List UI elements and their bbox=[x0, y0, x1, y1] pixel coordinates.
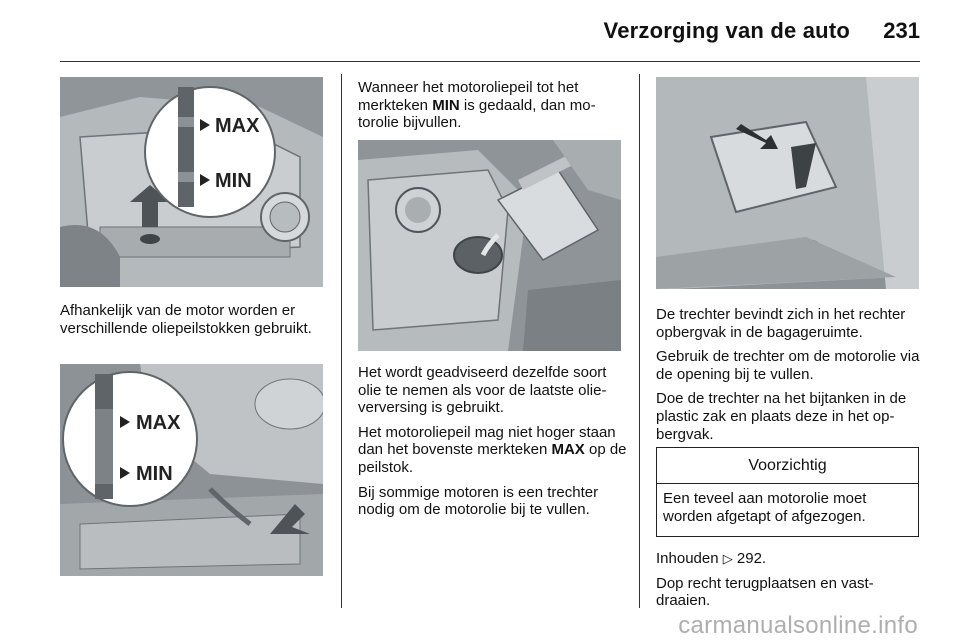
watermark: carmanualsonline.info bbox=[678, 612, 918, 639]
min-mark-label: MIN bbox=[215, 170, 252, 192]
column-3-text bbox=[656, 306, 922, 450]
oil-filling-figure bbox=[358, 140, 621, 351]
paragraph: Afhankelijk van de motor worden er verschillende oliepeilstokken gebruikt. bbox=[60, 302, 312, 337]
trunk-illustration bbox=[656, 77, 919, 289]
paragraph: De trechter bevindt zich in het rechter opbergvak in de bagageruimte. bbox=[656, 306, 906, 341]
paragraph: Het wordt geadviseerd dezelfde soort olie te nemen als voor de laatste olieverversing is gebruikt. bbox=[358, 364, 607, 417]
engine-illustration bbox=[60, 77, 323, 287]
engine-illustration bbox=[358, 140, 621, 351]
reference-arrow-icon[interactable]: ▷ bbox=[722, 551, 733, 566]
max-mark-label: MAX bbox=[136, 412, 181, 434]
notice-body: Een teveel aan motorolie moet worden afgetapt of afgezogen. bbox=[663, 490, 867, 525]
section-title: Verzorging van de auto bbox=[603, 18, 850, 43]
page-header bbox=[60, 0, 920, 62]
max-mark-label: MAX bbox=[215, 115, 260, 137]
notice-heading: Voorzichtig bbox=[657, 448, 918, 484]
paragraph: Doe de trechter na het bijtanken in de plastic zak en plaats deze in het opbergvak. bbox=[656, 390, 907, 443]
paragraph: Inhouden ▷ 292. bbox=[656, 550, 767, 567]
column-1-text bbox=[60, 302, 330, 344]
engine-dipstick-figure-2 bbox=[60, 364, 323, 576]
paragraph: Bij sommige motoren is een trechter nodig om de motorolie bij te vullen. bbox=[358, 483, 599, 519]
paragraph: Wanneer het motoroliepeil tot het merkteken MIN is gedaald, dan motorolie bijvullen. bbox=[358, 79, 596, 132]
column-2-text bbox=[358, 364, 630, 526]
column-2-intro bbox=[358, 79, 630, 139]
funnel-storage-figure bbox=[656, 77, 919, 289]
engine-illustration bbox=[60, 364, 323, 576]
page-number: 231 bbox=[883, 18, 920, 43]
paragraph: Gebruik de trechter om de motorolie via de opening bij te vullen. bbox=[656, 348, 920, 383]
column-3-text-bottom bbox=[656, 550, 922, 617]
column-divider bbox=[639, 74, 640, 608]
paragraph: Dop recht terugplaatsen en vastdraaien. bbox=[656, 574, 874, 610]
caution-notice bbox=[656, 447, 919, 537]
engine-dipstick-figure-1 bbox=[60, 77, 323, 287]
column-divider bbox=[341, 74, 342, 608]
min-mark-label: MIN bbox=[136, 463, 173, 485]
max-mark-text: MAX bbox=[551, 441, 585, 459]
min-mark-text: MIN bbox=[432, 96, 460, 114]
paragraph: Het motoroliepeil mag niet hoger staan dan het bovenste merkteken MAX op de peilstok. bbox=[358, 423, 627, 476]
